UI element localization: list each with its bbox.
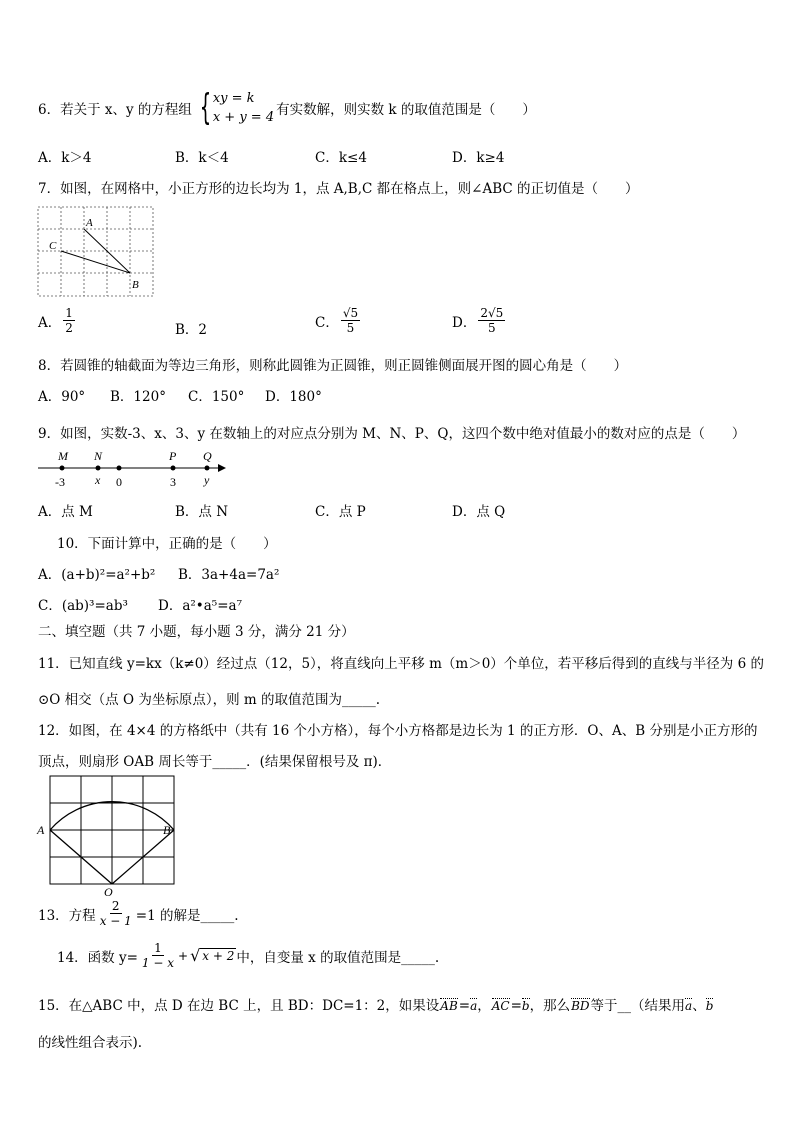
q7-option-d: D． $\frac{2√5}{5}$ <box>452 306 504 335</box>
q8-option-b: B．120° <box>110 389 166 405</box>
axis-value-3: 3 <box>170 475 176 489</box>
q12-line2: 顶点，则扇形 OAB 周长等于_____．(结果保留根号及 π)． <box>38 754 392 770</box>
q9-text: 9．如图，实数-3、x、3、y 在数轴上的对应点分别为 M、N、P、Q，这四个数中绝对值最小的数对应的点是（ ） <box>38 426 746 442</box>
segment-cb <box>61 251 130 273</box>
vector-b-2: b <box>705 999 714 1013</box>
q6-line <box>38 88 536 128</box>
label-a: A <box>37 823 45 837</box>
q7-option-a: A． $\frac{1}{2}$ <box>38 306 73 335</box>
label-b: B <box>132 279 139 291</box>
q14-sqrt: x + 2 <box>202 949 235 963</box>
vector-a: a <box>470 999 478 1013</box>
q9-option-d: D．点 Q <box>452 504 506 520</box>
section-2-heading: 二、填空题（共 7 小题，每小题 3 分，满分 21 分） <box>38 624 355 640</box>
q14-suffix: 中，自变量 x 的取值范围是_____. <box>236 949 440 966</box>
q15-line2: 的线性组合表示). <box>38 1035 143 1051</box>
q6-option-c: C．k≤4 <box>315 150 367 166</box>
q8-text: 8．若圆锥的轴截面为等边三角形，则称此圆锥为正圆锥，则正圆锥侧面展开图的圆心角是（ ） <box>38 358 628 374</box>
q14-line: 14．函数 y= $\frac{1}{1 - x}$ + √ x + 2 中，自变量 x 的取值范围是_____. <box>57 941 440 970</box>
q10-option-c: C．(ab)³=ab³ <box>38 598 128 614</box>
q9-option-b: B．点 N <box>175 504 229 520</box>
brace-icon: { <box>199 87 212 128</box>
q14-prefix: 14．函数 y= <box>57 949 138 966</box>
q6-eq1: xy = k <box>212 91 255 106</box>
q12-line1: 12．如图，在 4×4 的方格纸中（共有 16 个小方格），每个小方格都是边长为 1 的正方形．O、A、B 分别是小正方形的 <box>38 723 758 739</box>
label-b: B <box>163 823 171 837</box>
q6-option-b: B．k＜4 <box>175 150 229 166</box>
q10-option-b: B．3a+4a=7a² <box>178 567 280 583</box>
vector-a-2: a <box>685 999 693 1013</box>
q9-option-a: A．点 M <box>38 504 93 520</box>
q10-option-a: A．(a+b)²=a²+b² <box>38 567 156 583</box>
axis-value-y: y <box>204 473 210 487</box>
vector-ac: AC <box>491 999 510 1013</box>
vector-b: b <box>521 999 530 1013</box>
q7-option-b: B．2 <box>175 322 208 338</box>
axis-label-q: Q <box>203 449 212 463</box>
axis-label-p: P <box>169 449 177 463</box>
q8-option-c: C．150° <box>188 389 245 405</box>
q9-number-line <box>36 446 236 490</box>
q7-grid-figure <box>36 205 156 300</box>
axis-value-0: 0 <box>116 475 122 489</box>
q6-tail: 有实数解，则实数 k 的取值范围是（ ） <box>276 102 536 118</box>
axis-label-n: N <box>94 449 103 463</box>
axis-value-neg3: -3 <box>55 475 65 489</box>
q6-option-a: A．k＞4 <box>38 150 92 166</box>
q6-eq2: x + y = 4 <box>212 110 275 125</box>
q13-suffix: =1 的解是_____. <box>135 907 239 924</box>
sqrt-icon: √ <box>190 946 201 965</box>
q13-line <box>38 899 239 928</box>
q10-option-d: D．a²•a⁵=a⁷ <box>158 598 242 614</box>
q8-option-a: A．90° <box>38 389 86 405</box>
label-o: O <box>104 885 113 898</box>
vector-ab: AB <box>440 999 458 1013</box>
q6-lead: 6．若关于 x、y 的方程组 <box>38 102 192 118</box>
q6-system <box>194 89 274 127</box>
q11-line2: ⊙O 相交（点 O 为坐标原点），则 m 的取值范围为_____. <box>38 692 380 708</box>
q15-line1: 15．在△ABC 中，点 D 在边 BC 上，且 BD：DC=1：2，如果设 AB = a ， AC = b ，那么 BD 等于__（结果用 a 、 b <box>38 998 714 1014</box>
q14-fraction: $\frac{1}{1 - x}$ <box>141 941 175 970</box>
axis-value-x: x <box>95 473 101 487</box>
label-a: A <box>86 217 93 229</box>
axis-label-m: M <box>58 449 68 463</box>
arrow-right-icon <box>218 464 226 472</box>
q7-option-c: C． $\frac{√5}{5}$ <box>315 306 359 335</box>
q9-option-c: C．点 P <box>315 504 366 520</box>
q13-prefix: 13．方程 <box>38 907 96 924</box>
vector-bd: BD <box>571 999 590 1013</box>
q11-line1: 11．已知直线 y=kx（k≠0）经过点（12，5），将直线向上平移 m（m＞0）个单位，若平移后得到的直线与半径为 6 的 <box>38 656 764 672</box>
q7-text: 7．如图，在网格中，小正方形的边长均为 1，点 A,B,C 都在格点上，则∠ABC 的正切值是（ ） <box>38 181 639 197</box>
q10-text: 10．下面计算中，正确的是（ ） <box>57 536 277 552</box>
q8-option-d: D．180° <box>265 389 322 405</box>
q6-option-d: D．k≥4 <box>452 150 505 166</box>
label-c: C <box>49 240 57 252</box>
q12-sector-figure <box>34 772 184 898</box>
q13-fraction: $\frac{2}{x - 1}$ <box>99 899 132 928</box>
